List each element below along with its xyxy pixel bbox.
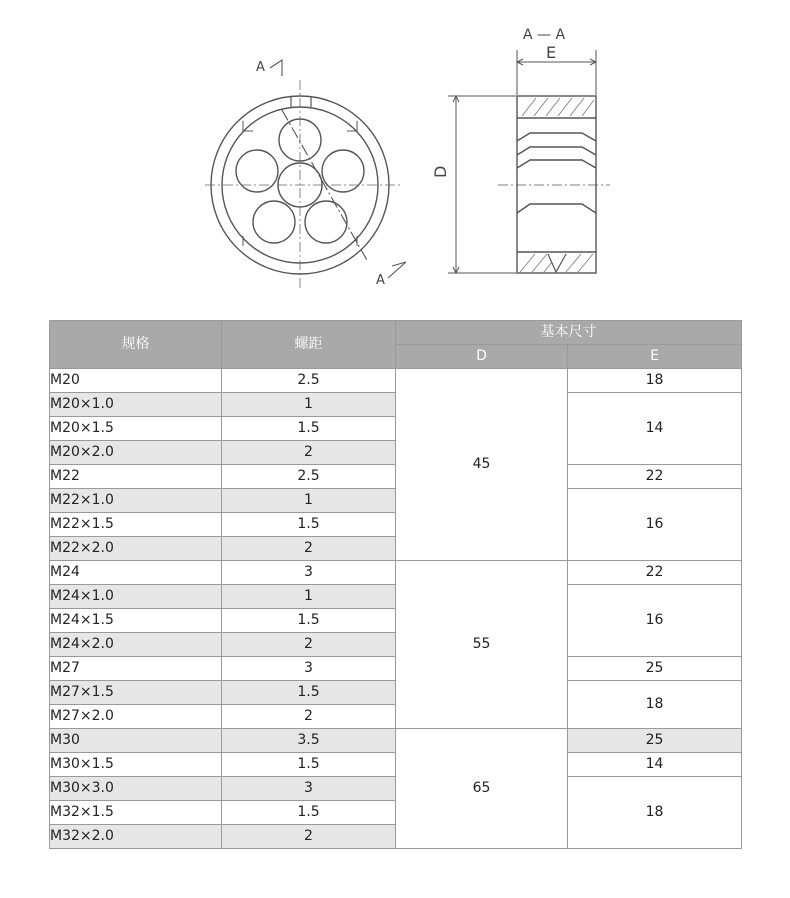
pitch-cell: 3 bbox=[222, 657, 396, 681]
spec-table bbox=[49, 320, 742, 849]
spec-cell: M30 bbox=[50, 729, 222, 753]
spec-cell: M27×2.0 bbox=[50, 705, 222, 729]
e-cell: 18 bbox=[568, 369, 742, 393]
spec-cell: M22×1.5 bbox=[50, 513, 222, 537]
spec-cell: M20×1.0 bbox=[50, 393, 222, 417]
spec-cell: M30×1.5 bbox=[50, 753, 222, 777]
pitch-cell: 2 bbox=[222, 633, 396, 657]
spec-cell: M24×1.5 bbox=[50, 609, 222, 633]
die-section-view bbox=[498, 96, 610, 273]
pitch-cell: 2 bbox=[222, 705, 396, 729]
spec-cell: M22×2.0 bbox=[50, 537, 222, 561]
center-lines bbox=[205, 80, 400, 290]
pitch-cell: 2 bbox=[222, 441, 396, 465]
pitch-cell: 1 bbox=[222, 585, 396, 609]
e-cell: 16 bbox=[568, 489, 742, 561]
pitch-cell: 1.5 bbox=[222, 681, 396, 705]
dimension-d bbox=[448, 96, 516, 273]
pitch-cell: 1.5 bbox=[222, 513, 396, 537]
dim-d-label: D bbox=[431, 165, 450, 178]
e-cell: 22 bbox=[568, 561, 742, 585]
cut-label-right: A bbox=[376, 273, 385, 288]
spec-cell: M22 bbox=[50, 465, 222, 489]
spec-cell: M27 bbox=[50, 657, 222, 681]
spec-cell: M20 bbox=[50, 369, 222, 393]
spec-cell: M30×3.0 bbox=[50, 777, 222, 801]
pitch-cell: 1 bbox=[222, 489, 396, 513]
spec-cell: M24×2.0 bbox=[50, 633, 222, 657]
table-row bbox=[50, 369, 742, 393]
e-cell: 16 bbox=[568, 585, 742, 657]
d-cell: 45 bbox=[396, 369, 568, 561]
pitch-cell: 3 bbox=[222, 561, 396, 585]
d-cell: 65 bbox=[396, 729, 568, 849]
dimension-e bbox=[517, 50, 596, 95]
e-cell: 22 bbox=[568, 465, 742, 489]
pitch-cell: 1.5 bbox=[222, 753, 396, 777]
spec-cell: M20×2.0 bbox=[50, 441, 222, 465]
header-d: D bbox=[396, 345, 568, 369]
e-cell: 18 bbox=[568, 681, 742, 729]
pitch-cell: 3.5 bbox=[222, 729, 396, 753]
e-cell: 14 bbox=[568, 753, 742, 777]
pitch-cell: 1 bbox=[222, 393, 396, 417]
cut-label-left: A bbox=[256, 60, 265, 75]
pitch-cell: 1.5 bbox=[222, 417, 396, 441]
section-label: A — A bbox=[523, 27, 566, 43]
spec-cell: M27×1.5 bbox=[50, 681, 222, 705]
e-cell: 25 bbox=[568, 729, 742, 753]
table-row bbox=[50, 561, 742, 585]
spec-cell: M32×2.0 bbox=[50, 825, 222, 849]
pitch-cell: 1.5 bbox=[222, 801, 396, 825]
d-cell: 55 bbox=[396, 561, 568, 729]
pitch-cell: 3 bbox=[222, 777, 396, 801]
spec-cell: M24×1.0 bbox=[50, 585, 222, 609]
header-spec: 规格 bbox=[50, 321, 222, 369]
header-basic-size: 基本尺寸 bbox=[396, 321, 742, 345]
e-cell: 14 bbox=[568, 393, 742, 465]
spec-cell: M32×1.5 bbox=[50, 801, 222, 825]
pitch-cell: 2 bbox=[222, 825, 396, 849]
pitch-cell: 2.5 bbox=[222, 465, 396, 489]
spec-cell: M24 bbox=[50, 561, 222, 585]
spec-cell: M20×1.5 bbox=[50, 417, 222, 441]
pitch-cell: 1.5 bbox=[222, 609, 396, 633]
header-e: E bbox=[568, 345, 742, 369]
e-cell: 18 bbox=[568, 777, 742, 849]
e-cell: 25 bbox=[568, 657, 742, 681]
header-pitch: 螺距 bbox=[222, 321, 396, 369]
dim-e-label: E bbox=[546, 43, 557, 62]
pitch-cell: 2 bbox=[222, 537, 396, 561]
table-row bbox=[50, 729, 742, 753]
pitch-cell: 2.5 bbox=[222, 369, 396, 393]
spec-cell: M22×1.0 bbox=[50, 489, 222, 513]
technical-drawing bbox=[0, 0, 790, 300]
